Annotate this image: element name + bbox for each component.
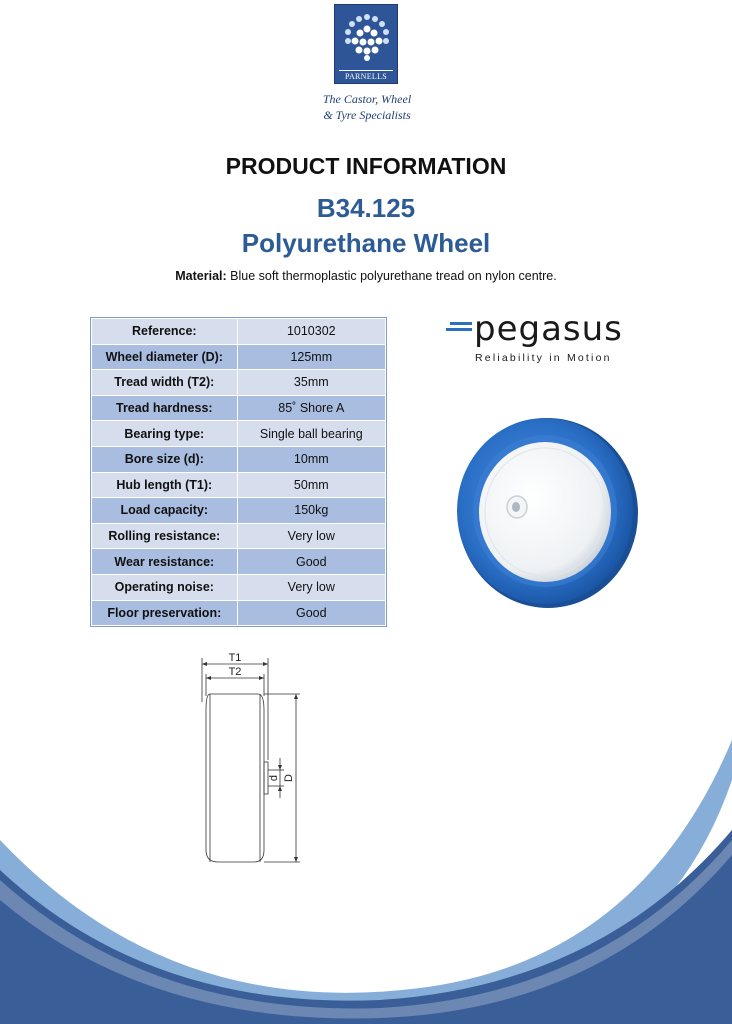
table-row [92, 549, 386, 575]
spec-value: Very low [237, 574, 385, 600]
table-row [92, 344, 386, 370]
spec-value: 10mm [237, 446, 385, 472]
spec-value: Single ball bearing [237, 421, 385, 447]
logo-name: PARNELLS [339, 70, 393, 81]
spec-label: Rolling resistance: [92, 523, 238, 549]
spec-value: Good [237, 549, 385, 575]
table-row [92, 523, 386, 549]
table-row [92, 319, 386, 345]
tagline-line-2: & Tyre Specialists [323, 108, 411, 122]
spec-value: 150kg [237, 498, 385, 524]
spec-label: Load capacity: [92, 498, 238, 524]
material-label: Material: [175, 269, 227, 283]
material-text: Blue soft thermoplastic polyurethane tread on nylon centre. [226, 269, 557, 283]
spec-value: 85˚ Shore A [237, 395, 385, 421]
page-title: PRODUCT INFORMATION [225, 153, 507, 179]
spec-label: Bore size (d): [92, 446, 238, 472]
label-t1: T1 [228, 652, 242, 664]
label-t2: T2 [228, 666, 242, 678]
table-row [92, 395, 386, 421]
table-row [92, 600, 386, 626]
label-bore-d: d [268, 774, 280, 782]
speed-line [450, 322, 472, 325]
spec-label: Operating noise: [92, 574, 238, 600]
wheel-image [453, 417, 639, 609]
spec-value: Good [237, 600, 385, 626]
spec-value: Very low [237, 523, 385, 549]
spec-label: Bearing type: [92, 421, 238, 447]
table-row [92, 370, 386, 396]
table-row [92, 498, 386, 524]
table-row [92, 446, 386, 472]
tagline-line-1: The Castor, Wheel [322, 92, 412, 106]
table-row [92, 421, 386, 447]
table-row [92, 472, 386, 498]
table-row [92, 574, 386, 600]
spec-value: 125mm [237, 344, 385, 370]
spec-value: 1010302 [237, 319, 385, 345]
product-name: Polyurethane Wheel [241, 228, 491, 258]
spec-value: 35mm [237, 370, 385, 396]
pegasus-wordmark: pegasus [474, 309, 623, 349]
spec-value: 50mm [237, 472, 385, 498]
spec-label: Tread width (T2): [92, 370, 238, 396]
decorative-waves [0, 720, 732, 1024]
spec-label: Tread hardness: [92, 395, 238, 421]
logo-dots-graphic [341, 11, 393, 63]
speed-line [446, 328, 472, 331]
pegasus-logo [446, 309, 626, 369]
spec-label: Wheel diameter (D): [92, 344, 238, 370]
tagline [300, 91, 434, 123]
spec-label: Floor preservation: [92, 600, 238, 626]
parnells-logo [334, 4, 398, 84]
label-diameter-D: D [283, 774, 295, 782]
spec-table [91, 318, 386, 626]
product-code: B34.125 [316, 193, 416, 223]
spec-label: Wear resistance: [92, 549, 238, 575]
material-line [0, 269, 732, 283]
pegasus-slogan: Reliability in Motion [475, 352, 612, 364]
spec-label: Hub length (T1): [92, 472, 238, 498]
spec-label: Reference: [92, 319, 238, 345]
